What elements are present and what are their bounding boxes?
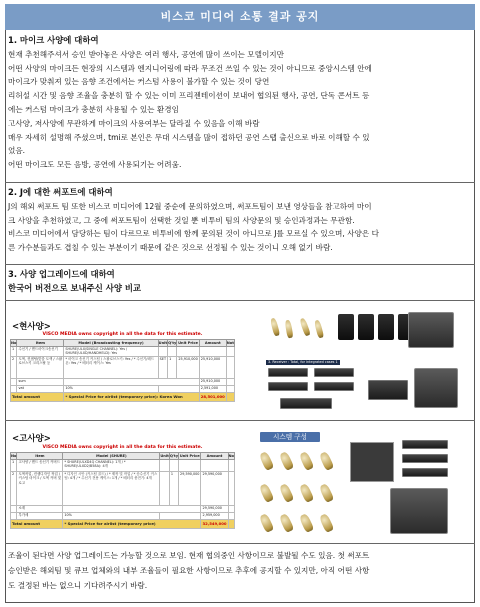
- mic-icon: [314, 320, 324, 339]
- cell-empty: [63, 506, 201, 513]
- total-row: [11, 520, 235, 529]
- cell-item: 도색작업, 컨셉디자인 작업 / 커스텀 마이크 / 도색 커버 및 로고: [17, 472, 63, 506]
- cell-amount: [201, 460, 228, 472]
- table-row: [11, 472, 235, 506]
- cell-qty: [169, 460, 178, 472]
- total-row: [11, 393, 235, 402]
- divider: [5, 420, 475, 421]
- cell-unit-price: 25,910,000: [177, 357, 199, 379]
- paragraph-line: 현재 추천해주셔서 승인 받아놓은 사양은 여러 행사, 공연에 많이 쓰이는 모델이지만: [8, 49, 284, 59]
- cell-vat-value: 2,959,000: [201, 513, 228, 520]
- table-row: [11, 460, 235, 472]
- col-header: No: [11, 341, 17, 345]
- divider: [5, 182, 475, 183]
- cell-vat-label: 부가세: [17, 513, 63, 520]
- cell-item: 도색, 컨셉팅/맞춤 도색 / 스왈로브스키 크리스탈 등: [17, 357, 64, 379]
- cell-qty: 1: [168, 357, 177, 379]
- paragraph-line: 에는 커스텀 마이크가 충분히 사용될 수 있는 환경임: [8, 104, 179, 114]
- cell-qty: [168, 347, 177, 357]
- cell-vat-rate: 10%: [63, 513, 160, 520]
- cell-note: [228, 460, 235, 472]
- carry-case-icon: [408, 312, 454, 348]
- cell-no: 2: [11, 357, 17, 379]
- section-heading: 1. 마이크 사양에 대하여: [8, 35, 99, 45]
- high-spec-estimate: [10, 444, 235, 529]
- cell-total-label: Total amount: [11, 393, 64, 402]
- paragraph-line: 어떤 마이크도 모든 음방, 공연에 사용되기는 어려움.: [8, 160, 182, 170]
- paragraph-line: 크 사양을 추천하였고, 그 중에 써포트팀이 선택한 것일 뿐 비투비 팀의 사양문의 및 승인과정과는 무관함.: [8, 215, 355, 225]
- section-upgrade: [8, 268, 472, 296]
- cell-note: [228, 472, 235, 506]
- bodypack-icon: [358, 314, 374, 340]
- cell-total-value: 32,549,000: [201, 520, 228, 529]
- col-header: No: [11, 454, 17, 458]
- col-header: Amount: [199, 340, 226, 347]
- col-header: Amount: [201, 453, 228, 460]
- receiver-icon: [314, 382, 354, 391]
- gold-mic-icon: [279, 513, 295, 533]
- cell-empty: [226, 386, 234, 393]
- gold-mic-icon: [259, 483, 275, 503]
- cell-unit: [160, 460, 169, 472]
- col-header: Unit Price: [179, 454, 200, 458]
- page-title: 비스코 미디어 소통 결과 공지: [5, 4, 475, 30]
- cell-note: [226, 357, 234, 379]
- cell-item: 수신기 / 핸드마이크송신기: [17, 347, 64, 357]
- paragraph-line: 도 결정된 바는 없으니 기다려주시기 바람.: [8, 581, 148, 590]
- col-header: Q'ty: [169, 454, 179, 458]
- estimate-copyright-note: VISCO MEDIA owns copyright in all the data for this estimate.: [42, 445, 203, 450]
- col-header: Unit: [158, 341, 168, 345]
- cell-unit: [160, 472, 169, 506]
- current-spec-label: <현사양>: [12, 322, 51, 332]
- footer-note: [8, 548, 472, 593]
- cell-unit: [158, 347, 167, 357]
- cell-empty: [64, 379, 199, 386]
- cell-empty: [226, 379, 234, 386]
- cell-note: [226, 347, 234, 357]
- table-row: [11, 347, 235, 357]
- cell-unit-price: [177, 347, 199, 357]
- receiver-icon: [268, 382, 308, 391]
- cell-total-label: Total amount: [11, 520, 63, 529]
- cell-qty: 1: [169, 472, 178, 506]
- high-spec-label: <고사양>: [12, 434, 51, 444]
- cell-sum-value: 29,590,000: [201, 506, 228, 513]
- cell-item: 고사양 / 핸드 송신기 커버드: [17, 460, 63, 472]
- cell-unit: SET: [158, 357, 167, 379]
- mic-icon: [270, 318, 280, 337]
- mic-icon: [284, 320, 293, 339]
- charger-icon: [368, 380, 408, 400]
- cell-amount: 25,910,000: [199, 357, 226, 379]
- cell-model: * 마이크 송신기 커스텀 / 스왈로브스키: Yes / * 수신기/헤드폰: Yes / * 배터리 케이스: Yes: [64, 357, 158, 379]
- cell-empty: [160, 513, 201, 520]
- current-spec-estimate: [10, 331, 235, 402]
- cell-total-note: * Special Price for airlist (temporary price): [63, 520, 201, 529]
- receiver-icon: [314, 368, 354, 377]
- bodypack-icon: [378, 314, 394, 340]
- open-case-icon: [350, 442, 394, 482]
- cell-no: 2: [11, 472, 17, 506]
- section-subheading: 한국어 버전으로 보내주신 사양 비교: [8, 282, 142, 293]
- gold-mic-icon: [319, 513, 335, 533]
- cell-no: 1: [11, 347, 17, 357]
- paragraph-line: 리허설 시간 및 음향 조율을 충분히 할 수 있는 이미 프리젠테이션이 보내어 협의된 행사, 공연, 단독 콘서트 등: [8, 91, 370, 101]
- receiver-icon: [268, 368, 308, 377]
- cell-total-value: 28,501,000: [199, 393, 226, 402]
- table-row: [11, 513, 235, 520]
- paragraph-line: 었음.: [8, 146, 26, 156]
- gold-mic-icon: [259, 451, 275, 471]
- col-header: Model (Broadcasting frequency): [64, 340, 158, 347]
- cell-model: * SHURE(ULXD4Q CHANNEL): 1개 / * SHURE(ULXD2/B58A): 4개: [63, 460, 160, 472]
- paragraph-line: 매우 자세히 설명해 주셨으며, tmi로 본인은 무대 시스템을 많이 접하던 공연 스탭 출신으로 바로 이해할 수 있: [8, 132, 370, 142]
- mic-icon: [299, 318, 311, 337]
- cell-model: SHURE(ULX/SINGLE CHANNEL): Yes / SHURE(ULXD/HANDHELD): Yes: [64, 347, 158, 357]
- cell-vat-label: vat: [17, 386, 64, 393]
- cell-no: 1: [11, 460, 17, 472]
- cell-model: * 디자인 시안 (커스텀 골드) / * 제작 및 작업 / * 송수신기 커스텀: 4개 / * 수신기 전용 케이스: 1개 / * 배터리 충전기: 4개: [63, 472, 160, 506]
- receiver-icon: [402, 454, 448, 463]
- gold-mic-icon: [319, 451, 335, 471]
- section-heading: 2. J에 대한 써포트에 대하여: [8, 187, 113, 197]
- panel-caption: 3. Receiver : Total, for integrated cases 1: [268, 360, 338, 364]
- paragraph-line: 비스코 미디어에서 담당하는 팀이 다르므로 비투비에 함께 문의된 것이 아니므로 J를 모르실 수 있으며, 사양은 다: [8, 229, 379, 239]
- receiver-icon: [402, 468, 448, 477]
- estimate-table: [10, 339, 235, 402]
- receiver-icon: [402, 440, 448, 449]
- cell-amount: 29,590,000: [201, 472, 228, 506]
- bodypack-icon: [338, 314, 354, 340]
- cell-sum-label: sum: [17, 379, 64, 386]
- divider: [5, 543, 475, 544]
- cell-empty: [158, 386, 199, 393]
- rack-case-icon: [390, 488, 448, 534]
- cell-amount: [199, 347, 226, 357]
- cell-total-note: * Special Price for airlist (temporary price): Korea Won: [64, 393, 199, 402]
- paragraph-line: 고사양, 저사양에 무관하게 마이크의 사용여부는 달라질 수 있음을 이해 바람: [8, 118, 260, 128]
- col-header: Item: [17, 340, 64, 347]
- current-spec-photos: [250, 306, 472, 416]
- gold-mic-icon: [279, 451, 295, 471]
- col-header: Item: [17, 453, 63, 460]
- cell-sum-value: 25,910,000: [199, 379, 226, 386]
- col-header: Unit: [160, 454, 169, 458]
- divider: [5, 300, 475, 301]
- paragraph-line: 른 가수분들과도 겹칠 수 있는 부분이기 때문에 같은 것으로 선정될 수 있는 것이니 오해 없기 바람.: [8, 243, 333, 253]
- divider: [5, 264, 475, 265]
- high-spec-photos: [250, 428, 472, 540]
- paragraph-line: J의 해외 써포트 팀 또한 비스코 미디어에 12월 중순에 문의하였으며, 써포트팀이 보낸 영상들을 참고하여 마이: [8, 201, 372, 211]
- cell-empty: [228, 520, 235, 529]
- gold-mic-icon: [259, 513, 275, 533]
- gold-mic-icon: [299, 483, 315, 503]
- cell-empty: [228, 506, 235, 513]
- col-header: No: [228, 454, 234, 458]
- col-header: Not: [226, 341, 234, 345]
- section-mic-spec: [8, 34, 472, 172]
- gold-mic-icon: [299, 451, 315, 471]
- paragraph-line: 조율이 된다면 사양 업그레이드는 가능할 것으로 보임. 현재 협의중인 사항이므로 불발될 수도 있음. 첫 써포트: [8, 551, 370, 560]
- col-header: Q'ty: [168, 341, 177, 345]
- table-row: [11, 379, 235, 386]
- col-header: Unit Price: [178, 341, 198, 345]
- estimate-table: [10, 452, 235, 529]
- estimate-copyright-note: VISCO MEDIA owns copyright in all the data for this estimate.: [42, 332, 203, 337]
- table-row: [11, 386, 235, 393]
- section-heading: 3. 사양 업그레이드에 대하여: [8, 269, 115, 279]
- cell-unit-price: [179, 460, 201, 472]
- cell-unit-price: 29,590,000: [179, 472, 201, 506]
- cell-vat-rate: 10%: [64, 386, 158, 393]
- paragraph-line: 마이크가 맞춰져 있는 음향 조건에서는 커스텀 사용이 불가할 수 있는 것이 당연: [8, 77, 270, 87]
- col-header: Model (SHURE): [63, 453, 160, 460]
- gold-mic-icon: [299, 513, 315, 533]
- system-config-title: 시스템 구성: [260, 432, 320, 442]
- table-row: [11, 357, 235, 379]
- paragraph-line: 승인받은 해외팀 및 큐브 업체와의 내부 조율들이 필요한 사항이므로 추후에 공지할 수 있지만, 아직 어떤 사항: [8, 566, 370, 575]
- cell-empty: [226, 393, 234, 402]
- cell-empty: [228, 513, 235, 520]
- section-support: [8, 186, 472, 255]
- carry-case-icon: [414, 368, 458, 408]
- gold-mic-icon: [319, 483, 335, 503]
- cell-vat-value: 2,591,000: [199, 386, 226, 393]
- paragraph-line: 어떤 사양의 마이크든 현장의 시스템과 엔지니어링에 따라 무조건 쓰일 수 있는 것이 아니므로 중앙시스템 안에: [8, 63, 372, 73]
- table-row: [11, 506, 235, 513]
- cell-sum-label: 소계: [17, 506, 63, 513]
- gold-mic-icon: [279, 483, 295, 503]
- receiver-icon: [280, 398, 332, 409]
